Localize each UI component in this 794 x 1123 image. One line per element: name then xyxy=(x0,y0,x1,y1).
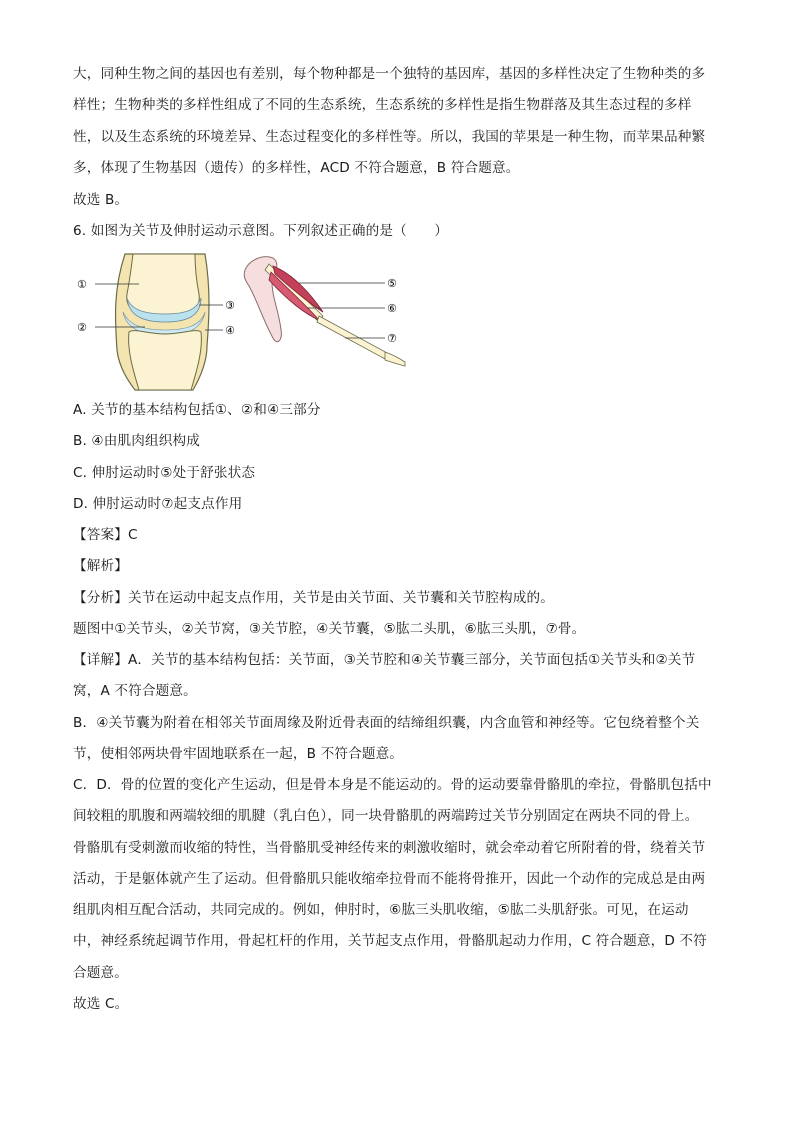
detail-line: C．D．骨的位置的变化产生运动，但是骨本身是不能运动的。骨的运动要靠骨骼肌的牵拉，骨骼肌包括中 xyxy=(73,777,712,793)
arm-diagram xyxy=(244,257,405,366)
detail-line: 活动，于是躯体就产生了运动。但骨骼肌只能收缩牵拉骨而不能将骨推开，因此一个动作的完成总是由两 xyxy=(73,871,706,887)
detail-line: 故选 C。 xyxy=(73,996,129,1012)
analysis-line: 【分析】关节在运动中起支点作用，关节是由关节面、关节囊和关节腔构成的。 xyxy=(73,590,555,606)
detail-line: 节，使相邻两块骨牢固地联系在一起，B 不符合题意。 xyxy=(73,746,404,762)
analysis-line: 题图中①关节头，②关节窝，③关节腔，④关节囊，⑤肱二头肌，⑥肱三头肌，⑦骨。 xyxy=(73,621,586,637)
option-d: D. 伸肘运动时⑦起支点作用 xyxy=(73,496,243,512)
detail-line: B．④关节囊为附着在相邻关节面周缘及附近骨表面的结缔组织囊，内含血管和神经等。它包绕着整个关 xyxy=(73,715,700,731)
detail-line: 间较粗的肌腹和两端较细的肌腱（乳白色），同一块骨骼肌的两端跨过关节分别固定在两块不同的骨上。 xyxy=(73,808,699,824)
joint-and-arm-figure xyxy=(73,250,413,392)
text-line: 故选 B。 xyxy=(73,192,129,208)
label-2: ② xyxy=(77,321,87,334)
label-1: ① xyxy=(77,278,87,291)
text-line: 性，以及生态系统的环境差异、生态过程变化的多样性等。所以，我国的苹果是一种生物，而苹果品种繁 xyxy=(73,129,706,145)
label-4: ④ xyxy=(225,324,235,337)
text-line: 样性；生物种类的多样性组成了不同的生态系统，生态系统的多样性是指生物群落及其生态过程的多样 xyxy=(73,97,692,113)
analysis-heading: 【解析】 xyxy=(73,558,128,574)
joint-diagram xyxy=(77,254,235,390)
detail-line: 合题意。 xyxy=(73,965,128,981)
label-5: ⑤ xyxy=(387,277,397,290)
detail-line: 【详解】A．关节的基本结构包括：关节面，③关节腔和④关节囊三部分，关节面包括①关节头和②关节 xyxy=(73,652,696,668)
text-line: 多，体现了生物基因（遗传）的多样性，ACD 不符合题意，B 符合题意。 xyxy=(73,160,520,176)
detail-line: 组肌肉相互配合活动，共同完成的。例如，伸肘时，⑥肱三头肌收缩，⑤肱二头肌舒张。可见，在运动 xyxy=(73,902,689,918)
answer: 【答案】C xyxy=(73,527,138,543)
detail-line: 骨骼肌有受刺激而收缩的特性，当骨骼肌受神经传来的刺激收缩时，就会牵动着它所附着的骨，绕着关节 xyxy=(73,840,706,856)
option-b: B. ④由肌肉组织构成 xyxy=(73,433,200,449)
label-3: ③ xyxy=(225,299,235,312)
detail-line: 窝，A 不符合题意。 xyxy=(73,683,197,699)
label-6: ⑥ xyxy=(387,302,397,315)
option-c: C. 伸肘运动时⑤处于舒张状态 xyxy=(73,465,256,481)
text-line: 大，同种生物之间的基因也有差别，每个物种都是一个独特的基因库，基因的多样性决定了生物种类的多 xyxy=(73,66,706,82)
detail-line: 中，神经系统起调节作用，骨起杠杆的作用，关节起支点作用，骨骼肌起动力作用，C 符合题意，D 不符 xyxy=(73,933,707,949)
label-7: ⑦ xyxy=(387,332,397,345)
question-6: 6. 如图为关节及伸肘运动示意图。下列叙述正确的是（ ） xyxy=(73,223,449,239)
option-a: A. 关节的基本结构包括①、②和④三部分 xyxy=(73,402,321,418)
